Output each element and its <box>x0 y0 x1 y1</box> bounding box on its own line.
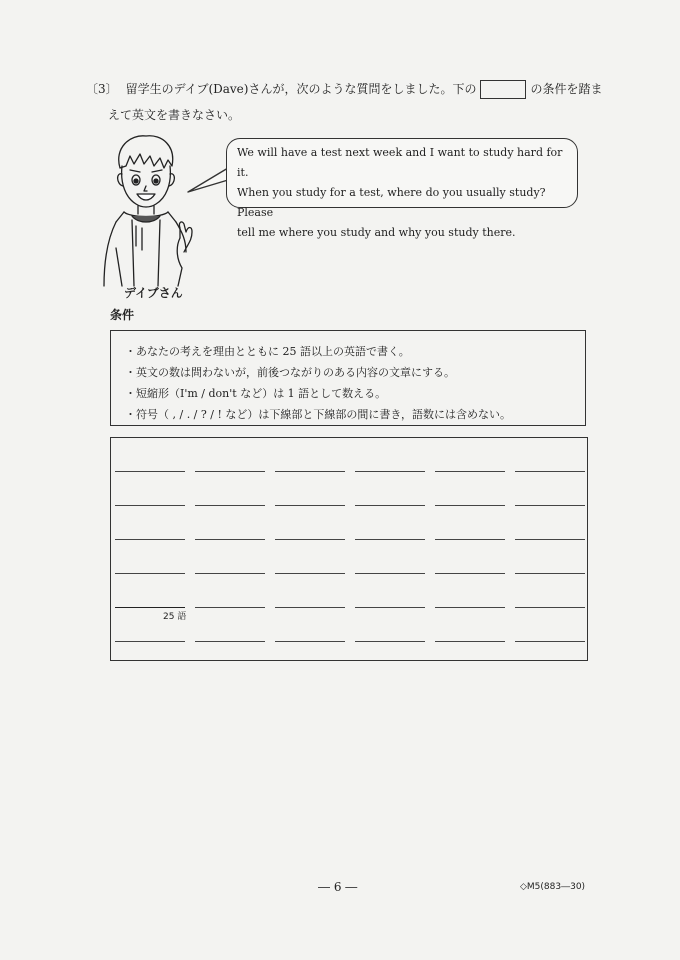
answer-line[interactable] <box>195 505 265 506</box>
speech-line-3: tell me where you study and why you study there. <box>237 226 516 239</box>
answer-line[interactable] <box>195 471 265 472</box>
answer-line[interactable] <box>355 607 425 608</box>
answer-box <box>110 437 588 661</box>
answer-line[interactable] <box>355 505 425 506</box>
answer-line[interactable] <box>275 539 345 540</box>
page-number: ― 6 ― <box>318 880 358 894</box>
answer-line[interactable] <box>435 505 505 506</box>
speech-bubble-tail <box>186 166 230 196</box>
answer-line[interactable] <box>195 607 265 608</box>
speech-line-1: We will have a test next week and I want to study hard for it. <box>237 146 563 179</box>
answer-line[interactable] <box>115 641 185 642</box>
answer-line[interactable] <box>435 471 505 472</box>
answer-line[interactable] <box>275 641 345 642</box>
answer-line[interactable] <box>115 505 185 506</box>
answer-line[interactable] <box>115 471 185 472</box>
character-caption: デイブさん <box>124 286 183 300</box>
answer-line[interactable] <box>275 573 345 574</box>
question-text-part1: 留学生のデイブ(Dave)さんが，次のような質問をしました。下の <box>125 82 477 96</box>
question-number: 〔3〕 <box>86 82 118 96</box>
answer-line[interactable] <box>515 573 585 574</box>
answer-line[interactable] <box>435 641 505 642</box>
question-text-part2: の条件を踏ま <box>530 82 603 96</box>
condition-item: ・英文の数は問わないが，前後つながりのある内容の文章にする。 <box>125 366 455 379</box>
condition-item: ・符号（ , / . / ? / ! など）は下線部と下線部の間に書き，語数には含めない。 <box>125 408 511 421</box>
answer-line[interactable] <box>195 641 265 642</box>
answer-line[interactable] <box>435 607 505 608</box>
answer-line[interactable] <box>435 573 505 574</box>
answer-line[interactable] <box>275 607 345 608</box>
answer-line[interactable] <box>515 641 585 642</box>
answer-line[interactable] <box>355 471 425 472</box>
blank-box-symbol <box>480 80 526 99</box>
word-count-marker: 25 語 <box>163 612 187 622</box>
answer-line[interactable] <box>515 505 585 506</box>
answer-line[interactable] <box>355 641 425 642</box>
speech-line-2: When you study for a test, where do you usually study? Please <box>237 186 546 219</box>
condition-item: ・短縮形（I'm / don't など）は 1 語として数える。 <box>125 387 387 400</box>
conditions-box <box>110 330 586 426</box>
answer-line[interactable] <box>195 539 265 540</box>
answer-line[interactable] <box>195 573 265 574</box>
dave-illustration <box>96 128 196 288</box>
answer-line[interactable] <box>275 471 345 472</box>
condition-item: ・あなたの考えを理由とともに 25 語以上の英語で書く。 <box>125 345 410 358</box>
question-text-line2: えて英文を書きなさい。 <box>108 108 241 122</box>
answer-line[interactable] <box>515 471 585 472</box>
answer-line[interactable] <box>115 573 185 574</box>
answer-line[interactable] <box>115 539 185 540</box>
footer-code: ◇M5(883―30) <box>520 882 586 892</box>
answer-line[interactable] <box>515 539 585 540</box>
answer-line[interactable] <box>435 539 505 540</box>
question-header <box>86 76 606 128</box>
answer-line[interactable] <box>115 607 185 608</box>
answer-line[interactable] <box>515 607 585 608</box>
conditions-title: 条件 <box>110 308 135 322</box>
speech-bubble <box>226 138 578 239</box>
answer-line[interactable] <box>355 573 425 574</box>
answer-line[interactable] <box>275 505 345 506</box>
answer-line[interactable] <box>355 539 425 540</box>
